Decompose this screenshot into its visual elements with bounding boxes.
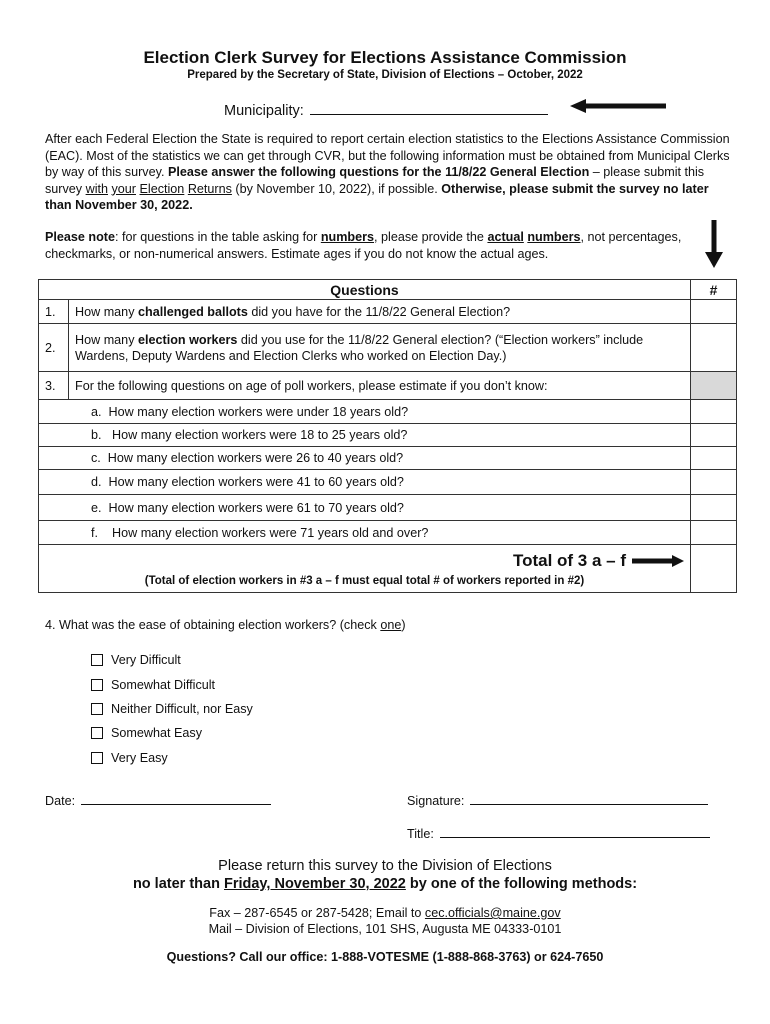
q1-answer[interactable] — [691, 300, 737, 324]
return-deadline: no later than Friday, November 30, 2022 by one of the following methods: — [132, 876, 638, 892]
q2-text: How many election workers did you use for the 11/8/22 General election? (“Election workers” include Wardens, Deputy Wardens and Election Clerks who worked on Election Day.) — [69, 324, 691, 372]
municipality-field — [224, 100, 548, 119]
q3d-answer[interactable] — [691, 470, 737, 495]
q3d-text: d. How many election workers were 41 to 60 years old? — [39, 470, 691, 495]
q3a-answer[interactable] — [691, 400, 737, 424]
form-subtitle: Prepared by the Secretary of State, Division of Elections – October, 2022 — [187, 69, 583, 81]
option-very-easy[interactable]: Very Easy — [91, 746, 253, 770]
count-header: # — [691, 280, 737, 300]
email-link[interactable]: cec.officials@maine.gov — [424, 906, 561, 920]
checkbox[interactable] — [91, 654, 103, 666]
q4-options — [91, 648, 253, 770]
q3-text: For the following questions on age of poll workers, please estimate if you don’t know: — [69, 372, 691, 400]
checkbox[interactable] — [91, 752, 103, 764]
contact-line: Questions? Call our office: 1-888-VOTESME (1-888-868-3763) or 624-7650 — [166, 950, 604, 964]
option-very-difficult[interactable]: Very Difficult — [91, 648, 253, 672]
intro-paragraph: After each Federal Election the State is required to report certain election statistics to the Elections Assistance Commission (EAC). Most of the statistics we can get through CVR, but the following information must be obtained from Municipal Clerks by way of this survey. Please answer the following questions for the 11/8/22 General Election – please submit this survey with your Election Returns (by November 10, 2022), if possible. Otherwise, please submit the survey no later than November 30, 2022. — [45, 132, 730, 212]
arrow-down-icon — [705, 220, 723, 268]
option-neither[interactable]: Neither Difficult, nor Easy — [91, 697, 253, 721]
q3e-text: e. How many election workers were 61 to 70 years old? — [39, 495, 691, 521]
return-instructions: Please return this survey to the Division of Elections — [218, 858, 552, 874]
q3b-answer[interactable] — [691, 424, 737, 447]
q3a-text: a. How many election workers were under 18 years old? — [39, 400, 691, 424]
note-paragraph: Please note: for questions in the table asking for numbers, please provide the actual numbers, not percentages, checkmarks, or non-numerical answers. Estimate ages if you do not know the actual ages. — [45, 230, 682, 261]
table-row — [39, 521, 737, 545]
signature-field: Signature: — [407, 792, 708, 808]
arrow-left-icon — [570, 99, 666, 113]
q3e-answer[interactable] — [691, 495, 737, 521]
q4-text: 4. What was the ease of obtaining election workers? (check one) — [45, 618, 406, 632]
fax-email-line: Fax – 287-6545 or 287-5428; Email to cec.officials@maine.gov — [209, 906, 561, 920]
date-input-line[interactable] — [81, 792, 271, 805]
checkbox[interactable] — [91, 679, 103, 691]
checkbox[interactable] — [91, 703, 103, 715]
total-answer[interactable] — [691, 545, 737, 593]
form-title: Election Clerk Survey for Elections Assistance Commission — [143, 48, 627, 67]
q1-text: How many challenged ballots did you have for the 11/8/22 General Election? — [69, 300, 691, 324]
total-label: Total of 3 a – f — [45, 551, 684, 571]
table-row — [39, 447, 737, 470]
municipality-label: Municipality: — [224, 103, 304, 119]
q3f-text: f. How many election workers were 71 years old and over? — [39, 521, 691, 545]
q3f-answer[interactable] — [691, 521, 737, 545]
questions-table — [38, 279, 737, 593]
questions-header: Questions — [39, 280, 691, 300]
option-somewhat-difficult[interactable]: Somewhat Difficult — [91, 672, 253, 696]
total-row — [39, 545, 737, 593]
table-row — [39, 470, 737, 495]
q3c-text: c. How many election workers were 26 to 40 years old? — [39, 447, 691, 470]
q3c-answer[interactable] — [691, 447, 737, 470]
q3-answer-shaded — [691, 372, 737, 400]
table-row — [39, 400, 737, 424]
checkbox[interactable] — [91, 727, 103, 739]
arrow-right-icon — [632, 555, 684, 567]
table-row: 1. How many challenged ballots did you have for the 11/8/22 General Election? — [39, 300, 737, 324]
q3b-text: b. How many election workers were 18 to 25 years old? — [39, 424, 691, 447]
table-row — [39, 495, 737, 521]
total-note: (Total of election workers in #3 a – f must equal total # of workers reported in #2) — [144, 574, 585, 587]
signature-input-line[interactable] — [470, 792, 708, 805]
option-somewhat-easy[interactable]: Somewhat Easy — [91, 721, 253, 745]
date-field: Date: — [45, 792, 271, 808]
table-row: 3. For the following questions on age of poll workers, please estimate if you don’t know: — [39, 372, 737, 400]
title-input-line[interactable] — [440, 825, 710, 838]
mail-address: Mail – Division of Elections, 101 SHS, Augusta ME 04333-0101 — [208, 922, 562, 936]
table-row — [39, 424, 737, 447]
title-field: Title: — [407, 825, 710, 841]
table-row: 2. How many election workers did you use for the 11/8/22 General election? (“Election workers” include Wardens, Deputy Wardens and Election Clerks who worked on Election Day.) — [39, 324, 737, 372]
q2-answer[interactable] — [691, 324, 737, 372]
municipality-input-line[interactable] — [310, 100, 548, 115]
